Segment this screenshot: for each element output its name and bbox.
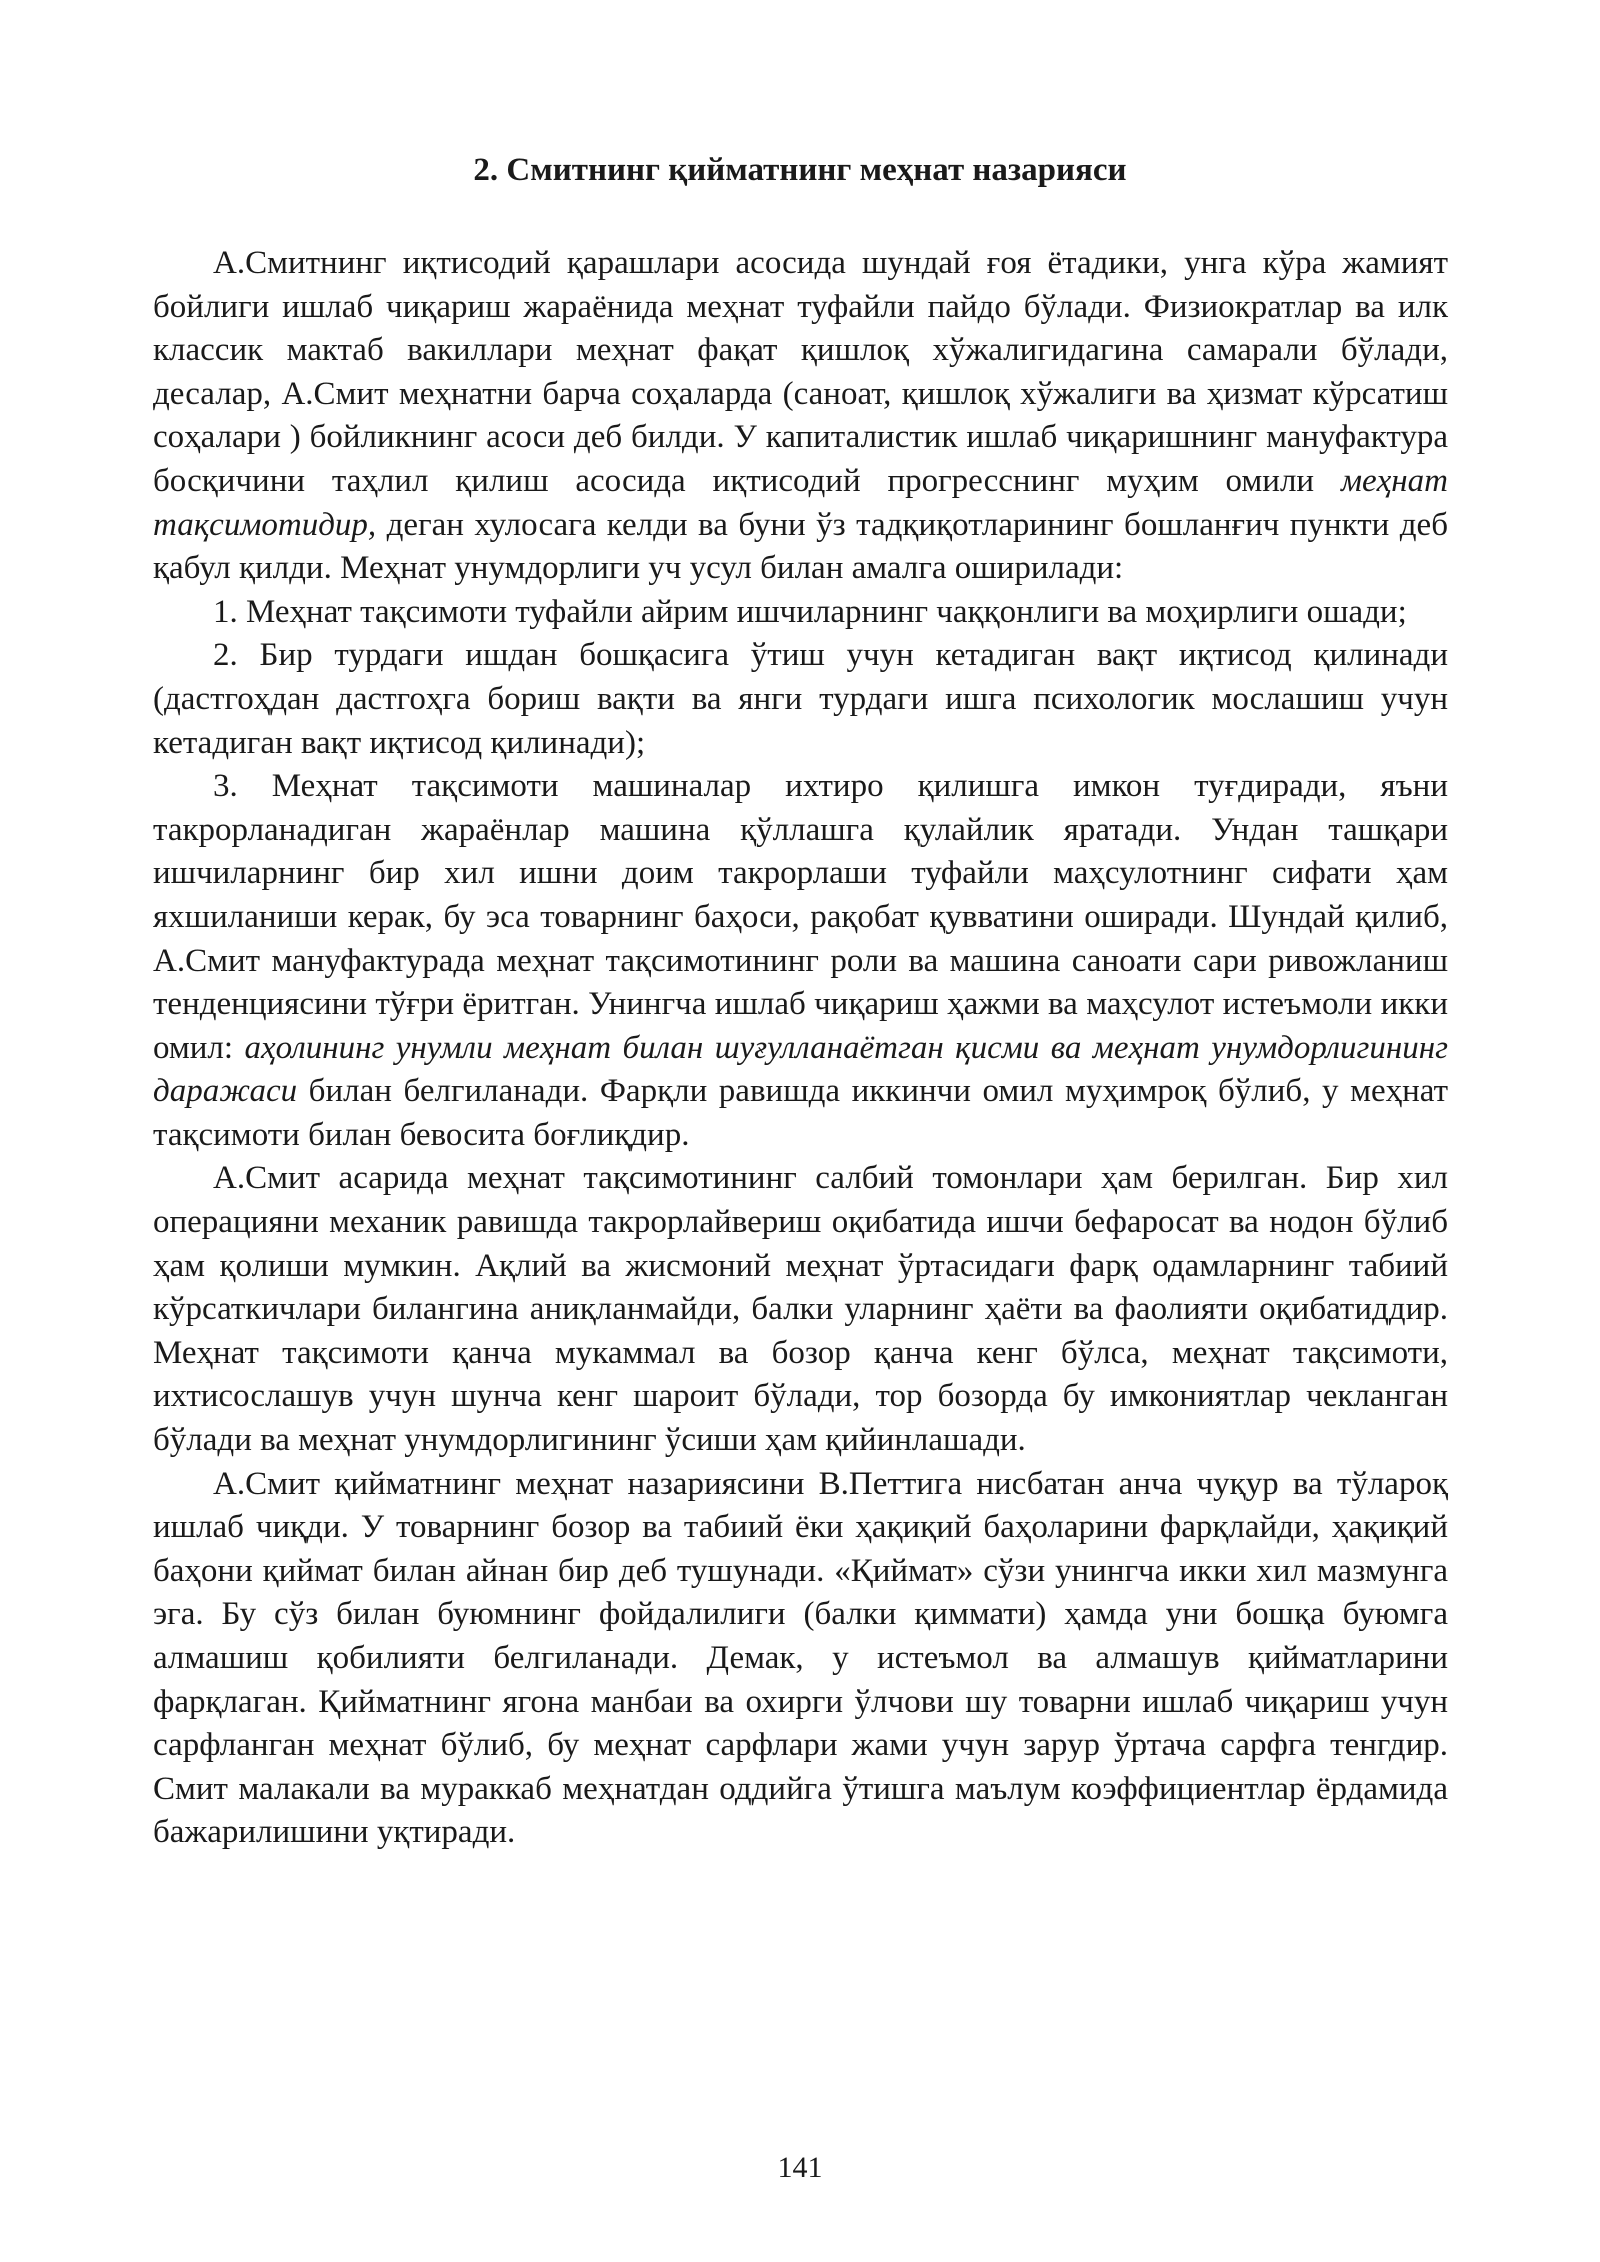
list-item-3-emphasis: аҳолининг унумли меҳнат билан шуғулланаётган қисми ва меҳнат унумдорлигининг даражаси [153,1029,1448,1110]
list-item-2: 2. Бир турдаги ишдан бошқасига ўтиш учун кетадиган вақт иқтисод қилинади (дастгоҳдан дастгоҳга бориш вақти ва янги турдаги ишга психологик мослашиш учун кетадиган вақт иқтисод қилинади); [153,637,1448,761]
paragraph-intro [153,242,1448,591]
body-text [153,242,1448,1855]
list-item-3 [153,765,1448,1157]
list-item-3-text-1: 3. Меҳнат тақсимоти машиналар ихтиро қилишга имкон туғдиради, яъни такрорланадиган жараёнлар машина қўллашга қулайлик яратади. Ундан ташқари ишчиларнинг бир хил ишни доим такрорлаши туфайли маҳсулотнинг сифати ҳам яхшиланиши керак, бу эса товарнинг баҳоси, рақобат қувватини оширади. Шундай қилиб, А.Смит мануфактурада меҳнат тақсимотининг роли ва машина саноати сари ривожланиш тенденциясини тўғри ёритган. Унингча ишлаб чиқариш ҳажми ва маҳсулот истеъмоли икки омил: [153,768,1448,1066]
list-item-3-text-2: билан белгиланади. Фарқли равишда иккинчи омил муҳимроқ бўлиб, у меҳнат тақсимоти билан бевосита боғлиқдир. [153,1073,1448,1153]
paragraph-intro-emphasis: меҳнат тақсимотидир, [153,462,1448,543]
paragraph-negative-aspects: А.Смит асарида меҳнат тақсимотининг салбий томонлари ҳам берилган. Бир хил операцияни механик равишда такрорлайвериш оқибатида ишчи бефаросат ва нодон бўлиб ҳам қолиши мумкин. Ақлий ва жисмоний меҳнат ўртасидаги фарқ одамларнинг табиий кўрсаткичлари билангина аниқланмайди, балки уларнинг ҳаёти ва фаолияти оқибатиддир. Меҳнат тақсимоти қанча мукаммал ва бозор қанча кенг бўлса, меҳнат тақсимоти, ихтисослашув учун шунча кенг шароит бўлади, тор бозорда бу имкониятлар чекланган бўлади ва меҳнат унумдорлигининг ўсиши ҳам қийинлашади. [153,1160,1448,1459]
paragraph-intro-text-1: А.Смитнинг иқтисодий қарашлари асосида шундай ғоя ётадики, унга кўра жамият бойлиги ишлаб чиқариш жараёнида меҳнат туфайли пайдо бўлади. Физиократлар ва илк классик мактаб вакиллари меҳнат фақат қишлоқ хўжалигидагина самарали бўлади, десалар, А.Смит меҳнатни барча соҳаларда (саноат, қишлоқ хўжалиги ва ҳизмат кўрсатиш соҳалари ) бойликнинг асоси деб билди. У капиталистик ишлаб чиқаришнинг мануфактура босқичини таҳлил қилиш асосида иқтисодий прогресснинг муҳим омили [153,245,1448,499]
page-number: 141 [777,2151,823,2184]
paragraph-intro-text-2: деган хулосага келди ва буни ўз тадқиқотларининг бошланғич пункти деб қабул қилди. Меҳнат унумдорлиги уч усул билан амалга оширилади: [153,506,1448,587]
paragraph-value-theory: А.Смит қийматнинг меҳнат назариясини В.Петтига нисбатан анча чуқур ва тўлароқ ишлаб чиқди. У товарнинг бозор ва табиий ёки ҳақиқий баҳоларини фарқлайди, ҳақиқий баҳони қиймат билан айнан бир деб тушунади. «Қиймат» сўзи унингча икки хил мазмунга эга. Бу сўз билан буюмнинг фойдалилиги (балки қиммати) ҳамда уни бошқа буюмга алмашиш қобилияти белгиланади. Демак, у истеъмол ва алмашув қийматларини фарқлаган. Қийматнинг ягона манбаи ва охирги ўлчови шу товарни ишлаб чиқариш учун сарфланган меҳнат бўлиб, бу меҳнат сарфлари жами учун зарур ўртача сарфга тенгдир. Смит малакали ва мураккаб меҳнатдан оддийга ўтишга маълум коэффициентлар ёрдамида бажарилишини уқтиради. [153,1465,1448,1851]
list-item-1: 1. Меҳнат тақсимоти туфайли айрим ишчиларнинг чаққонлиги ва моҳирлиги ошади; [213,593,1407,630]
section-heading: 2. Смитнинг қийматнинг меҳнат назарияси [473,152,1127,188]
